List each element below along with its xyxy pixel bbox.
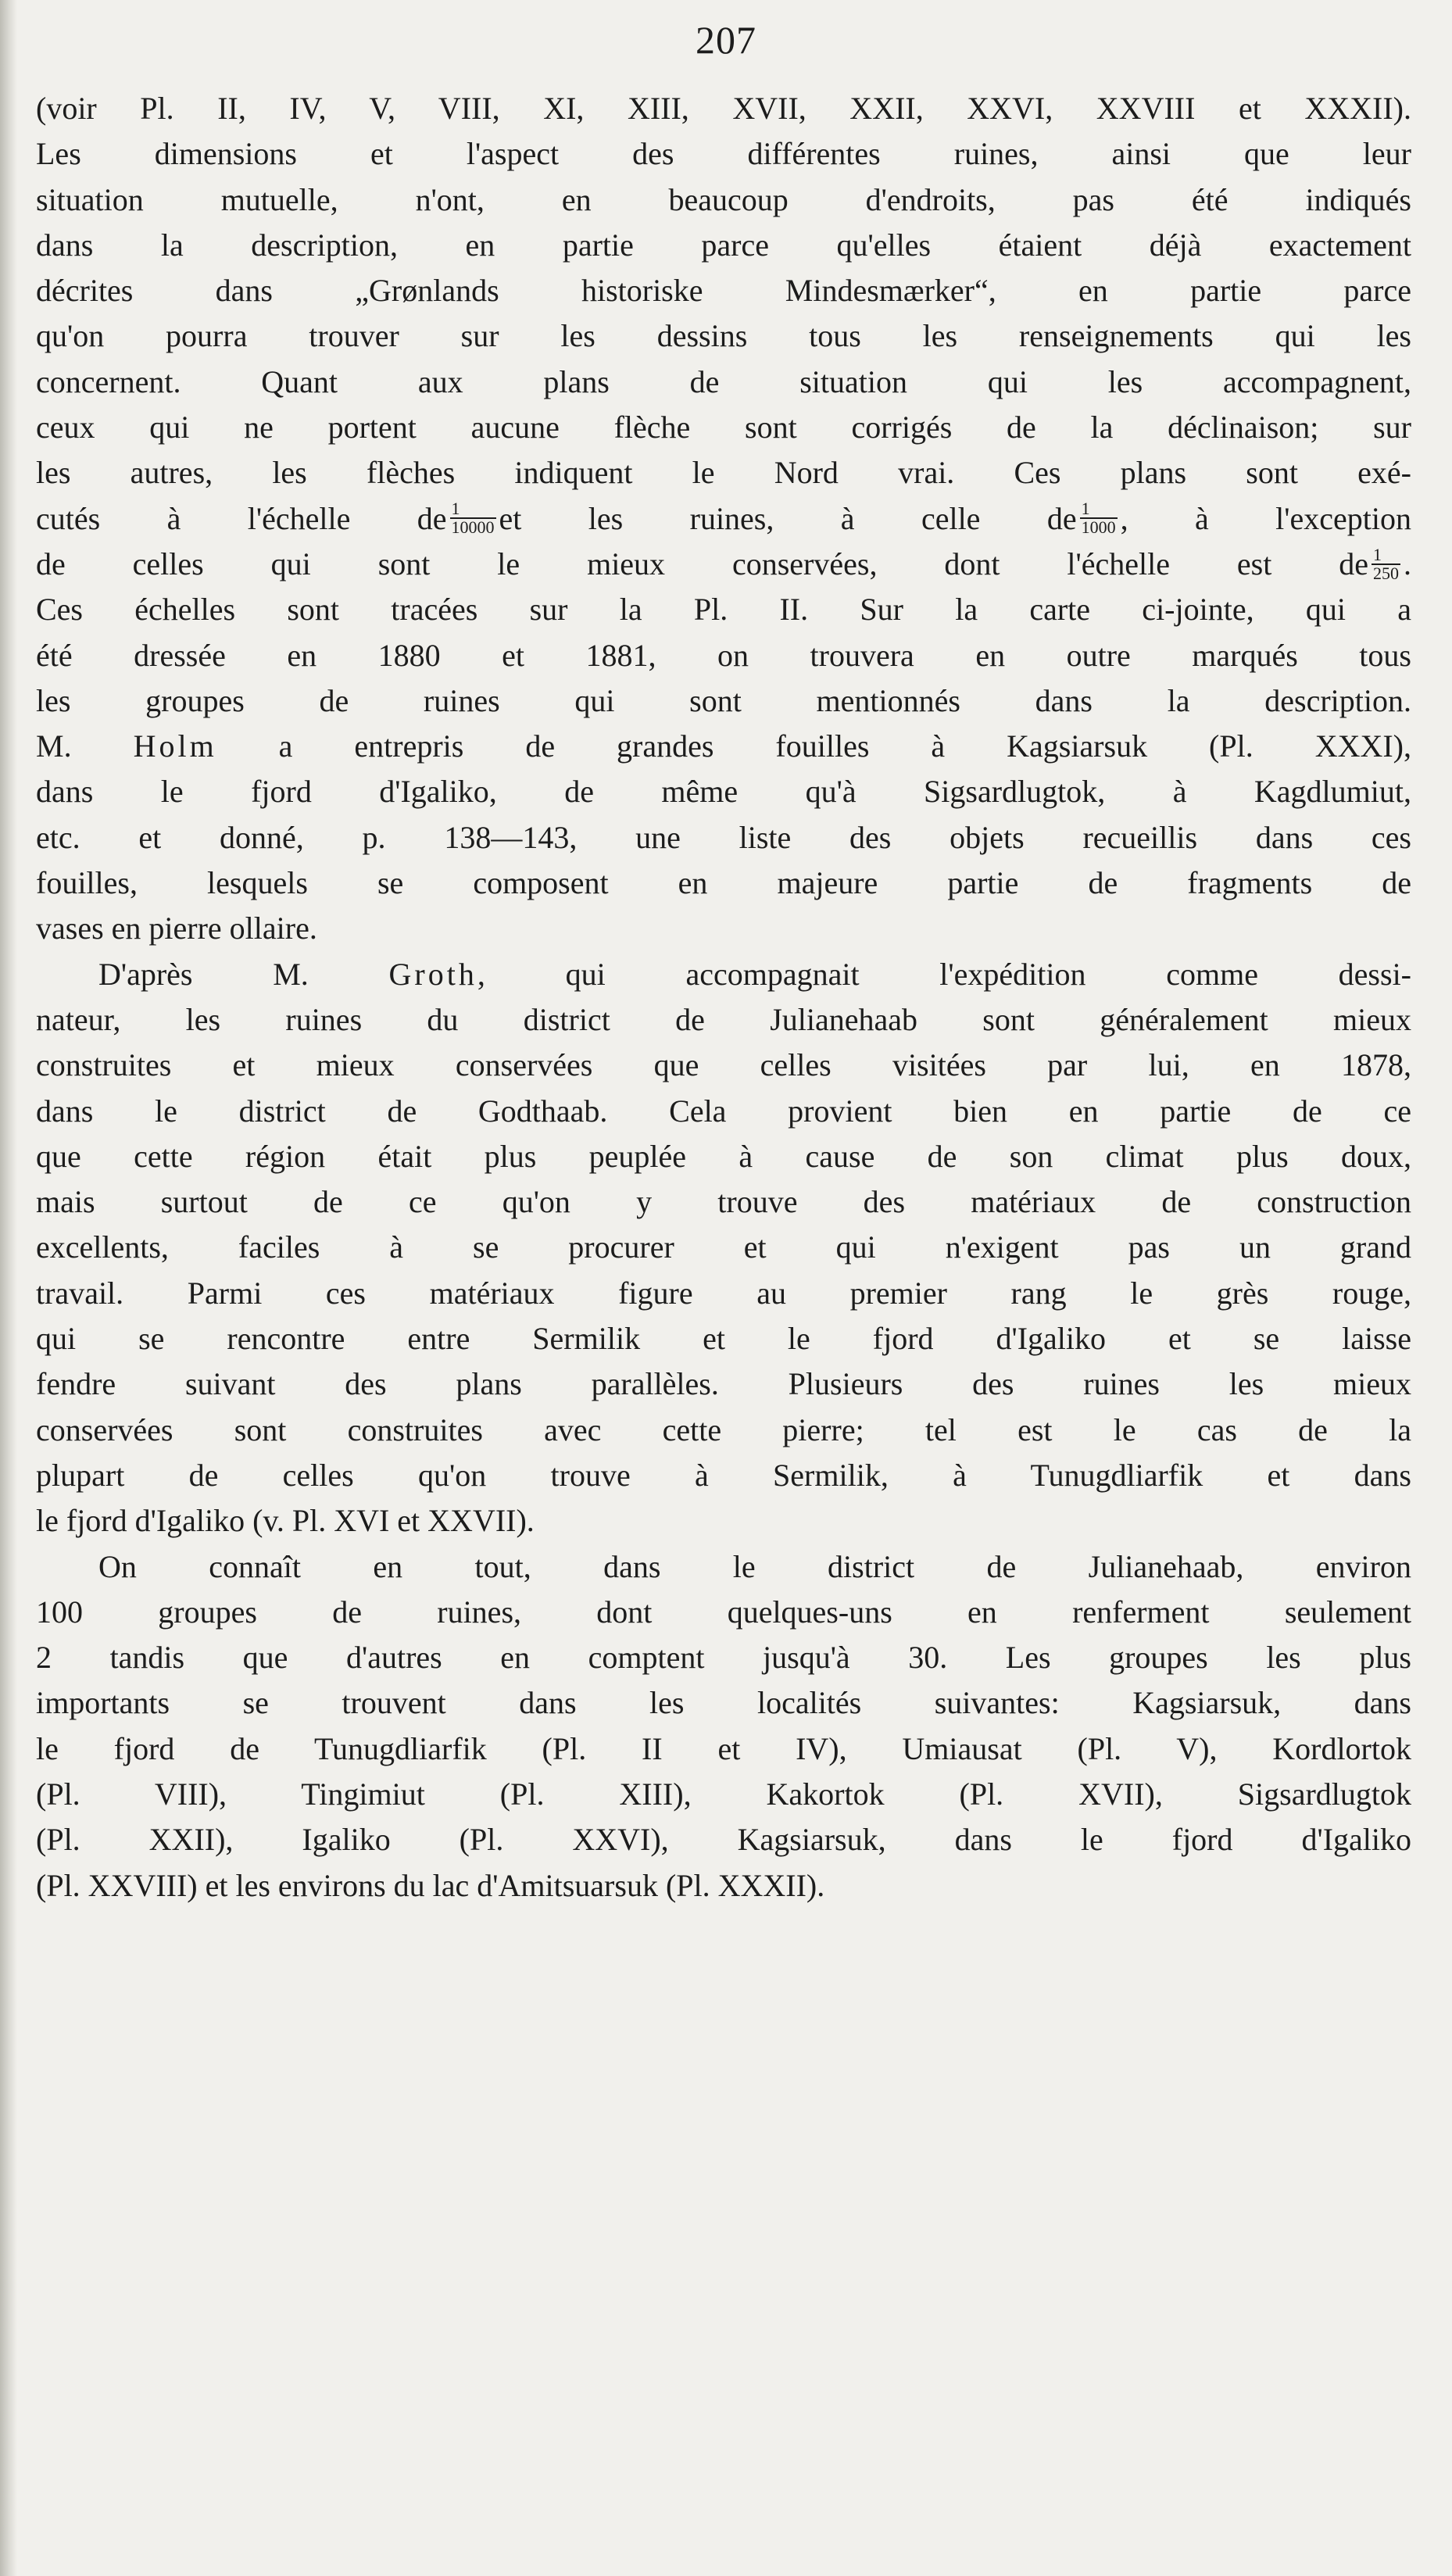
text-line: dans la description, en partie parce qu'elles étaient déjà exactement bbox=[36, 227, 1411, 263]
text-line-holm bbox=[36, 724, 1411, 769]
text-line: qui se rencontre entre Sermilik et le fjord d'Igaliko et se laisse bbox=[36, 1321, 1411, 1357]
fraction-1-250 bbox=[1372, 546, 1400, 582]
text-line: nateur, les ruines du district de Julianehaab sont généralement mieux bbox=[36, 1001, 1411, 1037]
text-line: On connaît en tout, dans le district de Julianehaab, environ bbox=[98, 1548, 1411, 1584]
text-segment: a entrepris de grandes fouilles à Kagsiarsuk (Pl. XXXI), bbox=[278, 728, 1412, 764]
text-line: construites et mieux conservées que celles visitées par lui, en 1878, bbox=[36, 1047, 1411, 1083]
text-segment: et les ruines, à celle de bbox=[499, 500, 1077, 536]
text-line: été dressée en 1880 et 1881, on trouvera en outre marqués tous bbox=[36, 637, 1411, 673]
paragraph-groups bbox=[36, 1544, 1411, 1590]
text-segment: de celles qui sont le mieux conservées, dont l'échelle est de bbox=[36, 546, 1368, 581]
text-line: plupart de celles qu'on trouve à Sermilik, à Tunugdliarfik et dans bbox=[36, 1457, 1411, 1493]
paragraph-groth bbox=[36, 952, 1411, 997]
text-line-scales bbox=[36, 496, 1411, 542]
text-line: fendre suivant des plans parallèles. Plusieurs des ruines les mieux bbox=[36, 1366, 1411, 1402]
author-name-groth: Groth bbox=[388, 956, 477, 992]
paragraph-groth-body bbox=[36, 997, 1411, 1498]
fraction-1-1000 bbox=[1080, 500, 1118, 536]
paragraph-groups-body bbox=[36, 1590, 1411, 1863]
page-number: 207 bbox=[696, 18, 756, 62]
text-line: le fjord d'Igaliko (v. Pl. XVI et XXVII). bbox=[36, 1503, 535, 1539]
paragraph-plates-list bbox=[36, 86, 1411, 906]
text-line: excellents, faciles à se procurer et qui n'exigent pas un grand bbox=[36, 1229, 1411, 1265]
text-line: que cette région était plus peuplée à cause de son climat plus doux, bbox=[36, 1138, 1411, 1174]
text-line: ceux qui ne portent aucune flèche sont corrigés de la déclinaison; sur bbox=[36, 410, 1411, 445]
text-line: (Pl. XXVIII) et les environs du lac d'Amitsuarsuk (Pl. XXXII). bbox=[36, 1867, 825, 1903]
text-line: 2 tandis que d'autres en comptent jusqu'à 30. Les groupes les plus bbox=[36, 1640, 1411, 1676]
text-line: qu'on pourra trouver sur les dessins tous les renseignements qui les bbox=[36, 318, 1411, 354]
text-line-groth bbox=[36, 952, 1411, 997]
text-line: 100 groupes de ruines, dont quelques-uns en renferment seulement bbox=[36, 1594, 1411, 1630]
text-line: etc. et donné, p. 138—143, une liste des objets recueillis dans ces bbox=[36, 819, 1411, 855]
paragraph-groth-end bbox=[36, 1498, 1411, 1544]
text-line: importants se trouvent dans les localités suivantes: Kagsiarsuk, dans bbox=[36, 1685, 1411, 1721]
text-segment: M. bbox=[36, 728, 72, 764]
text-line: le fjord de Tunugdliarfik (Pl. II et IV), Umiausat (Pl. V), Kordlortok bbox=[36, 1730, 1411, 1766]
text-line: (Pl. VIII), Tingimiut (Pl. XIII), Kakortok (Pl. XVII), Sigsardlugtok bbox=[36, 1776, 1411, 1812]
text-line: fouilles, lesquels se composent en majeure partie de fragments de bbox=[36, 865, 1411, 901]
text-line: conservées sont construites avec cette pierre; tel est le cas de la bbox=[36, 1411, 1411, 1447]
fraction-1-10000 bbox=[450, 500, 496, 536]
fraction-numerator: 1 bbox=[450, 500, 496, 519]
text-segment: cutés à l'échelle de bbox=[36, 500, 447, 536]
text-line: (Pl. XXII), Igaliko (Pl. XXVI), Kagsiarsuk, dans le fjord d'Igaliko bbox=[36, 1822, 1411, 1858]
fraction-numerator: 1 bbox=[1080, 500, 1118, 519]
text-line: décrites dans „Grønlands historiske Mindesmærker“, en partie parce bbox=[36, 273, 1411, 309]
text-line: Les dimensions et l'aspect des différentes ruines, ainsi que leur bbox=[36, 136, 1411, 172]
text-segment: D'après M. bbox=[98, 956, 309, 992]
binding-gutter-shadow bbox=[0, 0, 17, 2576]
text-segment: , à l'exception bbox=[1120, 500, 1411, 536]
text-line: dans le district de Godthaab. Cela provient bien en partie de ce bbox=[36, 1093, 1411, 1129]
text-line: mais surtout de ce qu'on y trouve des matériaux de construction bbox=[36, 1184, 1411, 1220]
author-name-holm: Holm bbox=[133, 728, 217, 764]
text-line: (voir Pl. II, IV, V, VIII, XI, XIII, XVII, XXII, XXVI, XXVIII et XXXII). bbox=[36, 91, 1411, 126]
text-line: vases en pierre ollaire. bbox=[36, 911, 317, 946]
text-line: dans le fjord d'Igaliko, de même qu'à Sigsardlugtok, à Kagdlumiut, bbox=[36, 774, 1411, 810]
text-line: les groupes de ruines qui sont mentionnés dans la description. bbox=[36, 682, 1411, 718]
text-line-scale-250 bbox=[36, 542, 1411, 587]
fraction-numerator: 1 bbox=[1372, 546, 1400, 565]
fraction-denominator: 250 bbox=[1373, 563, 1399, 583]
body-text bbox=[36, 86, 1411, 1909]
text-line: situation mutuelle, n'ont, en beaucoup d'endroits, pas été indiqués bbox=[36, 181, 1411, 217]
paragraph-end-line bbox=[36, 906, 1411, 951]
fraction-denominator: 10000 bbox=[451, 517, 495, 538]
text-segment: . bbox=[1404, 546, 1411, 581]
text-line: concernent. Quant aux plans de situation qui les accompagnent, bbox=[36, 363, 1411, 399]
fraction-denominator: 1000 bbox=[1081, 517, 1116, 538]
text-segment: , qui accompagnait l'expédition comme dessi- bbox=[477, 956, 1412, 992]
text-line: travail. Parmi ces matériaux figure au premier rang le grès rouge, bbox=[36, 1275, 1411, 1311]
text-line: les autres, les flèches indiquent le Nord vrai. Ces plans sont exé- bbox=[36, 455, 1411, 491]
paragraph-groups-end bbox=[36, 1863, 1411, 1909]
text-line: Ces échelles sont tracées sur la Pl. II. Sur la carte ci-jointe, qui a bbox=[36, 592, 1411, 628]
